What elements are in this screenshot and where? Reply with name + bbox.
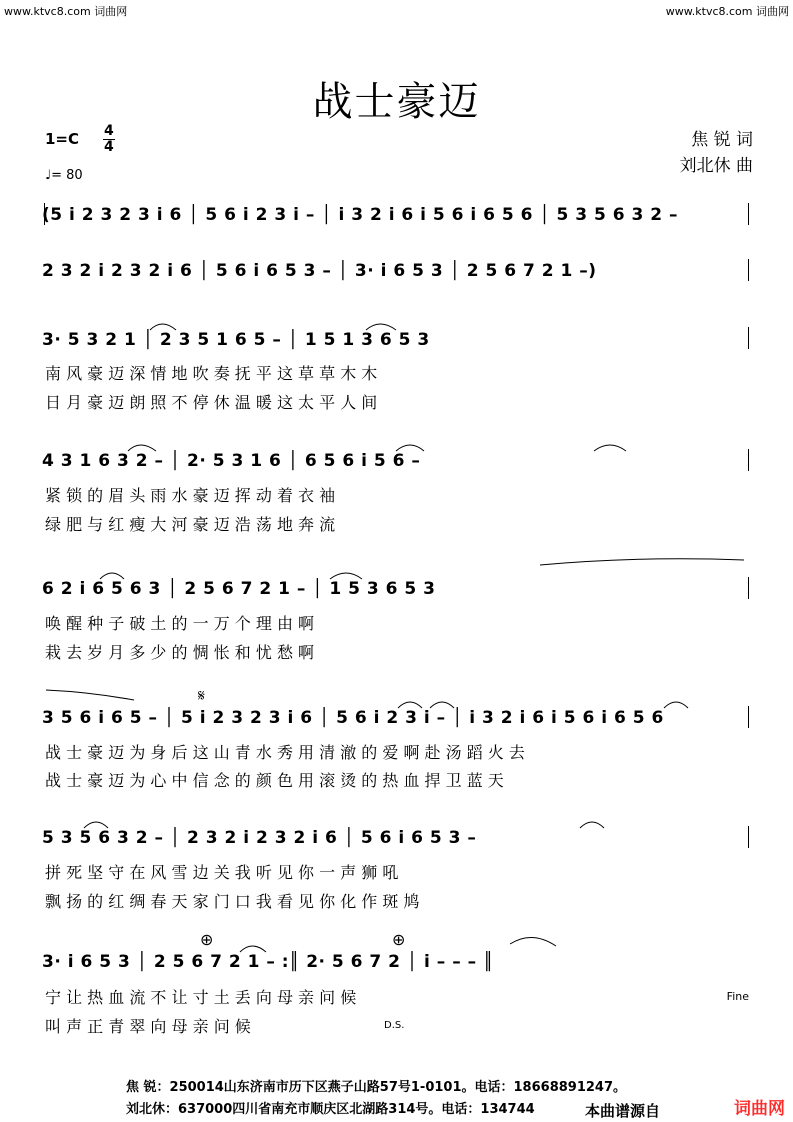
slur [430,702,454,708]
lyric-row: 绿 肥 与 红 瘦 大 河 豪 迈 浩 荡 地 奔 流 [45,515,336,534]
tempo-value: = 80 [51,168,83,183]
composer-credit: 刘北休 曲 [679,156,753,176]
contact-composer: 刘北休：637000四川省南充市顺庆区北湖路314号。电话：134744 [126,1102,535,1117]
tie [46,690,134,700]
ds-marking: D.S. [384,1020,405,1031]
lyric-row: 宁 让 热 血 流 不 让 寸 土 丢 向 母 亲 问 候 [45,988,357,1007]
music-row: 2 3 2 i 2 3 2 i 6 │ 5 6 i 6 5 3 – │ 3· i 6 5 3 │ 2 5 6 7 2 1 –) [42,261,597,281]
lyric-row: 拼 死 坚 守 在 风 雪 边 关 我 听 见 你 一 声 狮 吼 [45,863,399,882]
lyric-row: 南 风 豪 迈 深 情 地 吹 奏 抚 平 这 草 草 木 木 [45,364,378,383]
slur [128,445,156,451]
fine-marking: Fine [726,990,749,1003]
coda-icon: ⊕ [392,930,406,949]
music-row: 6 2 i 6 5 6 3 │ 2 5 6 7 2 1 – │ 1 5 3 6 5 3 [42,579,436,599]
segno-icon: 𝄋 [198,686,205,705]
contact-lyricist: 焦 锐：250014山东济南市历下区燕子山路57号1-0101。电话：18668891247。 [126,1080,627,1095]
music-row: 5 3 5 6 3 2 – │ 2 3 2 i 2 3 2 i 6 │ 5 6 i 6 5 3 – [42,828,477,848]
lyric-row: 唤 醒 种 子 破 土 的 一 万 个 理 由 啊 [45,614,315,633]
music-row: (5 i 2 3 2 3 i 6 │ 5 6 i 2 3 i – │ i 3 2 i 6 i 5 6 i 6 5 6 │ 5 3 5 6 3 2 – [42,205,679,225]
slur [100,573,124,579]
lyric-row: 叫 声 正 青 翠 向 母 亲 问 候 [45,1017,251,1036]
music-row: 3· 5 3 2 1 │ 2 3 5 1 6 5 – │ 1 5 1 3 6 5 3 [42,330,430,350]
lyricist-credit: 焦 锐 词 [691,130,753,150]
time-sig-bottom: 4 [104,139,114,155]
slur [398,702,422,708]
tie [540,559,744,565]
slur [594,445,626,451]
slur [150,324,176,330]
lyric-row: 战 士 豪 迈 为 心 中 信 念 的 颜 色 用 滚 烫 的 热 血 捍 卫 蓝 天 [45,771,504,790]
source-note: 本曲谱源自 [585,1102,661,1120]
slur [664,702,688,708]
music-row: 3 5 6 i 6 5 – │ 5 i 2 3 2 3 i 6 │ 5 6 i 2 3 i – │ i 3 2 i 6 i 5 6 i 6 5 6 [42,708,664,728]
lyric-row: 紧 锁 的 眉 头 雨 水 豪 迈 挥 动 着 衣 袖 [45,486,336,505]
time-sig-top: 4 [104,123,114,139]
slur [366,324,396,330]
song-title: 战士豪迈 [312,79,481,125]
lyric-row: 飘 扬 的 红 绸 春 天 家 门 口 我 看 见 你 化 作 斑 鸠 [45,892,420,911]
watermark-right: www.ktvc8.com 词曲网 [665,5,789,18]
coda-icon: ⊕ [200,930,214,949]
slur [396,445,424,451]
slur [84,822,108,828]
music-row: 3· i 6 5 3 │ 2 5 6 7 2 1 – :║ 2· 5 6 7 2 │ i – – – ║ [42,952,494,972]
slur [510,937,556,946]
watermark-left: www.ktvc8.com 词曲网 [4,5,128,18]
slur [580,822,604,828]
lyric-row: 战 士 豪 迈 为 身 后 这 山 青 水 秀 用 清 澈 的 爱 啊 赴 汤 蹈 火 去 [45,743,525,762]
key-signature: 1=C [45,130,80,148]
slur [240,946,266,952]
quarter-note-icon: ♩ [45,168,52,183]
lyric-row: 日 月 豪 迈 朗 照 不 停 休 温 暖 这 太 平 人 间 [45,393,378,412]
music-row: 4 3 1 6 3 2 – │ 2· 5 3 1 6 │ 6 5 6 i 5 6 – [42,451,421,471]
slur [330,573,362,579]
lyric-row: 栽 去 岁 月 多 少 的 惆 怅 和 忧 愁 啊 [45,643,315,662]
site-logo: 词曲网 [734,1099,785,1119]
